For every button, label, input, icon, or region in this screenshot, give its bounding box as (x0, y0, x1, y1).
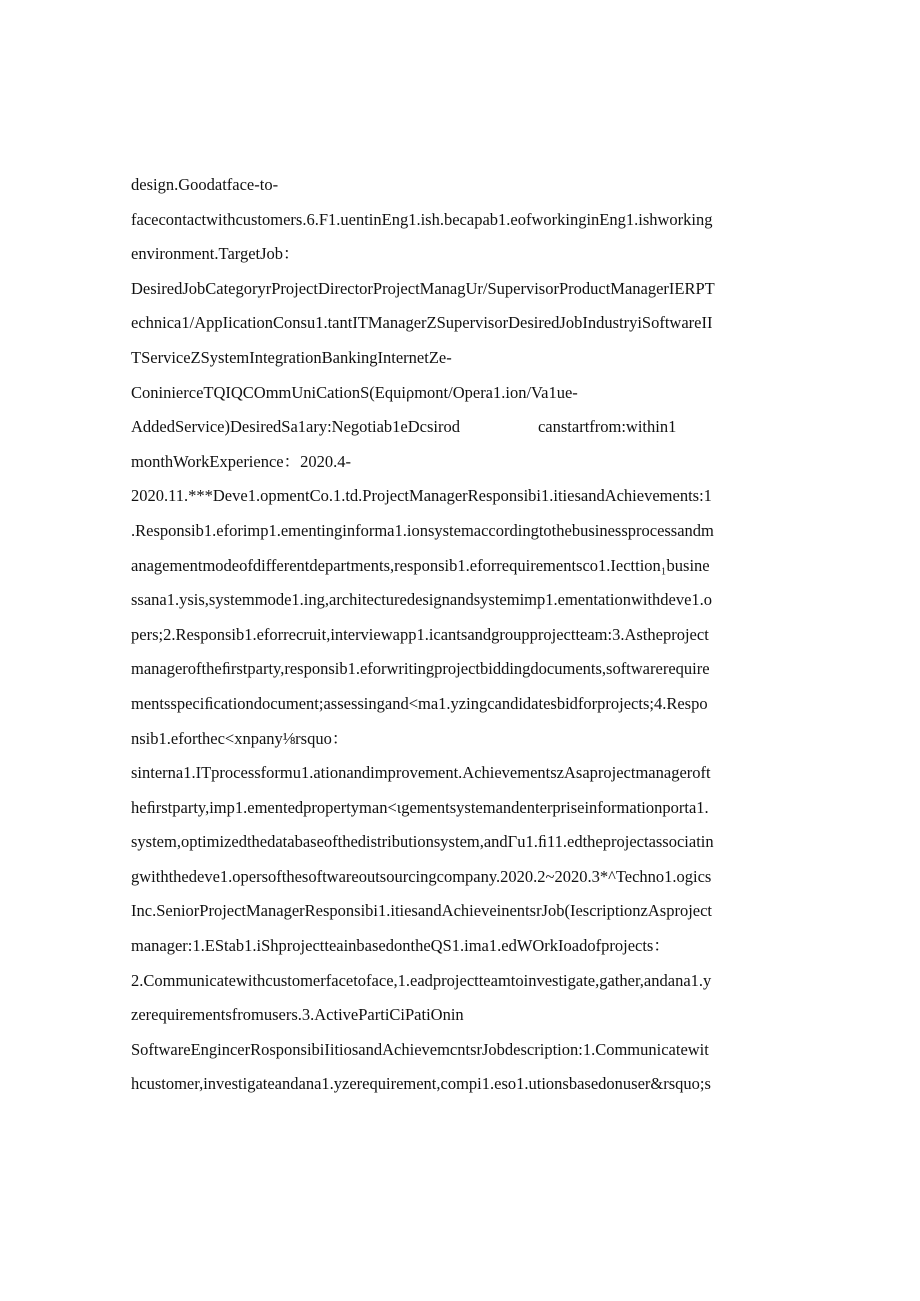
text-line: monthWorkExperience：2020.4- (131, 451, 351, 471)
text-line: Inc.SeniorProjectManagerResponsibi1.itiesandAchieveinentsrJob(IescriptionzAsproject (131, 901, 713, 921)
text-line: pers;2.Responsib1.eforrecruit,interviewapp1.icantsandgroupprojectteam:3.Astheproject (131, 624, 709, 644)
text-line: ssana1.ysis,systemmode1.ing,architecturedesignandsystemimp1.ementationwithdeve1.o (131, 590, 713, 610)
text-line: hcustomer,investigateandana1.yzerequirement,compi1.eso1.utionsbasedonuser&rsquo;s (131, 1074, 711, 1094)
text-line: mentsspeciﬁcationdocument;assessingand<ma1.yzingcandidatesbidforprojects;4.Respo (131, 693, 708, 713)
text-line: heﬁrstparty,imp1.ementedpropertyman<ιgementsystemandenterpriseinformationporta1. (131, 797, 709, 817)
text-line: gwiththedeve1.opersofthesoftwareoutsourcingcompany.2020.2~2020.3*^Techno1.ogics (131, 866, 712, 886)
text-line: design.Goodatface-to- (131, 175, 279, 194)
text-line-end: canstartfrom:within1 (537, 417, 677, 437)
text-line: .Responsib1.eforimp1.ementinginforma1.ionsystemaccordingtothebusinessprocessandm (131, 520, 714, 540)
text-line: echnica1/AppIicationConsu1.tantITManagerZSupervisorDesiredJobIndustryiSoftwareII (131, 313, 713, 333)
text-line: 2.Communicatewithcustomerfacetoface,1.eadprojectteamtoinvestigate,gather,andana1.y (131, 970, 712, 990)
text-line: sinterna1.ITprocessformu1.ationandimprovement.AchievementszAsaprojectmanageroft (131, 763, 711, 783)
text-line (131, 410, 791, 445)
text-line: nsib1.eforthec<xnpany⅛rsquo： (131, 728, 349, 748)
text-line: environment.TargetJob： (131, 244, 300, 264)
text-line: 2020.11.***Deve1.opmentCo.1.td.ProjectManagerResponsibi1.itiesandAchievements:1 (131, 486, 712, 506)
text-line-start: AddedService)DesiredSa1ary:Negotiab1eDcsirod (131, 417, 460, 437)
text-line: manager:1.EStab1.iShprojectteainbasedontheQS1.ima1.edWOrkIoadofprojects： (131, 936, 670, 956)
text-line: TServiceZSystemIntegrationBankingInternetZe- (131, 347, 452, 367)
document-body (131, 168, 791, 1102)
text-line: DesiredJobCategoryrProjectDirectorProjectManagUr/SupervisorProductManagerIERPT (131, 278, 715, 298)
text-line: manageroftheﬁrstparty,responsib1.eforwritingprojectbiddingdocuments,softwarerequire (131, 659, 710, 679)
text-line: zerequirementsfromusers.3.ActivePartiCiPatiOnin (131, 1005, 464, 1025)
text-line: facecontactwithcustomers.6.F1.uentinEng1.ish.becapab1.eofworkinginEng1.ishworking (131, 209, 713, 229)
text-line: SoftwareEngincerRosponsibiIitiosandAchievemcntsrJobdescription:1.Communicatewit (131, 1039, 709, 1059)
text-line: anagementmodeofdifferentdepartments,responsib1.eforrequirementsco1.Iecttion₁busine (131, 555, 710, 575)
text-line: system,optimizedthedatabaseofthedistributionsystem,andΓu1.ﬁ11.edtheprojectassociatin (131, 832, 714, 852)
text-line: ConinierceTQIQCOmmUniCationS(Equiρmont/Opera1.ion/Va1ue- (131, 382, 578, 402)
